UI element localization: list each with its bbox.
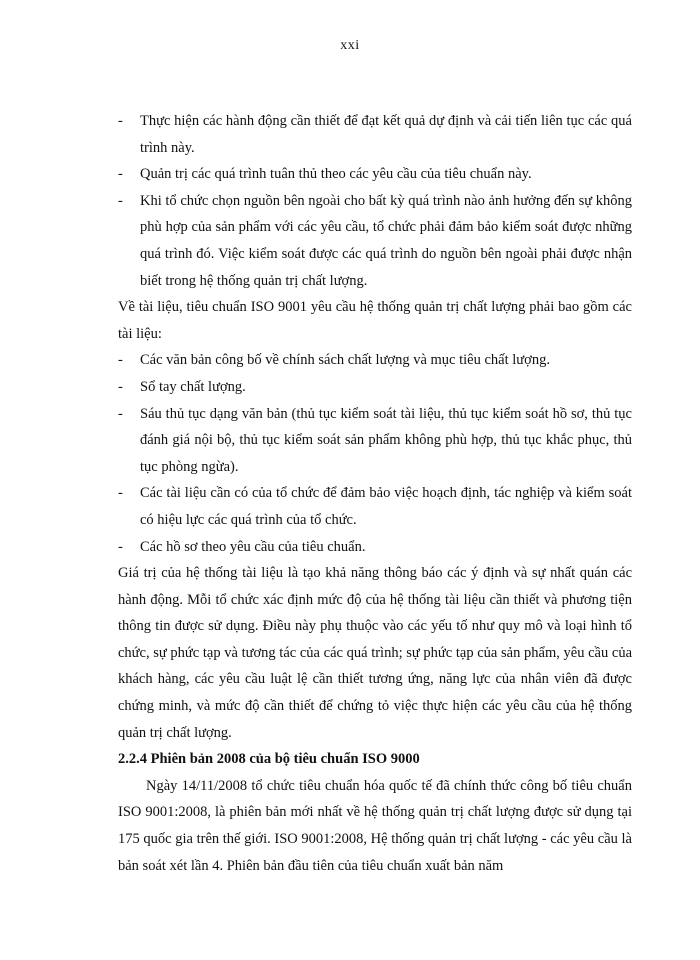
list-item-text: Sáu thủ tục dạng văn bản (thủ tục kiểm soát tài liệu, thủ tục kiểm soát hồ sơ, thủ tục đánh giá nội bộ, thủ tục kiểm soát sản phẩm không phù hợp, thủ tục khắc phục, thủ tục phòng ngừa). <box>140 405 632 475</box>
list-item <box>118 108 632 161</box>
list-item <box>118 161 632 188</box>
docs-intro-paragraph: Về tài liệu, tiêu chuẩn ISO 9001 yêu cầu hệ thống quản trị chất lượng phải bao gồm các tài liệu: <box>118 299 632 342</box>
list-item-text: Khi tổ chức chọn nguồn bên ngoài cho bất kỳ quá trình nào ảnh hưởng đến sự không phù hợp của sản phẩm với các yêu cầu, tổ chức phải đảm bảo kiểm soát được những quá trình đó. Việc kiểm soát được các quá trình do nguồn bên ngoài phải được nhận biết trong hệ thống quản trị chất lượng. <box>140 192 632 289</box>
list-item-text: Các tài liệu cần có của tổ chức để đảm bảo việc hoạch định, tác nghiệp và kiểm soát có hiệu lực các quá trình của tổ chức. <box>140 485 632 528</box>
list-item <box>118 534 632 561</box>
list-item <box>118 401 632 481</box>
list-item-text: Các văn bản công bố về chính sách chất lượng và mục tiêu chất lượng. <box>140 352 550 369</box>
list-item <box>118 188 632 294</box>
bullet-dash: - <box>118 166 123 183</box>
list-item <box>118 480 632 533</box>
list-item <box>118 374 632 401</box>
bullet-dash: - <box>118 538 123 555</box>
page-number: xxi <box>340 38 360 53</box>
bullet-dash: - <box>118 378 123 395</box>
bullet-dash: - <box>118 405 123 422</box>
section-paragraph: Ngày 14/11/2008 tổ chức tiêu chuẩn hóa quốc tế đã chính thức công bố tiêu chuẩn ISO 9001:2008, là phiên bản mới nhất về hệ thống quản trị chất lượng được sử dụng tại 175 quốc gia trên thế giới. ISO 9001:2008, Hệ thống quản trị chất lượng - các yêu cầu là bản soát xét lần 4. Phiên bản đầu tiên của tiêu chuẩn xuất bản năm <box>118 777 632 874</box>
list-item-text: Sổ tay chất lượng. <box>140 378 246 395</box>
bullet-dash: - <box>118 485 123 502</box>
list-item <box>118 347 632 374</box>
section-heading: 2.2.4 Phiên bản 2008 của bộ tiêu chuẩn ISO 9000 <box>118 751 420 768</box>
document-body <box>118 108 632 879</box>
bullet-dash: - <box>118 192 123 209</box>
list-item-text: Các hồ sơ theo yêu cầu của tiêu chuẩn. <box>140 538 366 555</box>
bullet-dash: - <box>118 113 123 129</box>
bullet-dash: - <box>118 352 123 369</box>
document-value-paragraph: Giá trị của hệ thống tài liệu là tạo khả năng thông báo các ý định và sự nhất quán các hành động. Mỗi tổ chức xác định mức độ của hệ thống tài liệu cần thiết và phương tiện thông tin được sử dụng. Điều này phụ thuộc vào các yếu tố như quy mô và loại hình tổ chức, sự phức tạp và tương tác của các quá trình; sự phức tạp của sản phẩm, yêu cầu của khách hàng, các yêu cầu luật lệ cần thiết tương ứng, năng lực của nhân viên đã được chứng minh, và mức độ cần thiết để chứng tỏ việc thực hiện các yêu cầu của hệ thống quản trị chất lượng. <box>118 565 632 741</box>
list-item-text: Quản trị các quá trình tuân thủ theo các yêu cầu của tiêu chuẩn này. <box>140 166 532 183</box>
list-item-text: Thực hiện các hành động cần thiết để đạt kết quả dự định và cải tiến liên tục các quá trình này. <box>140 113 632 156</box>
